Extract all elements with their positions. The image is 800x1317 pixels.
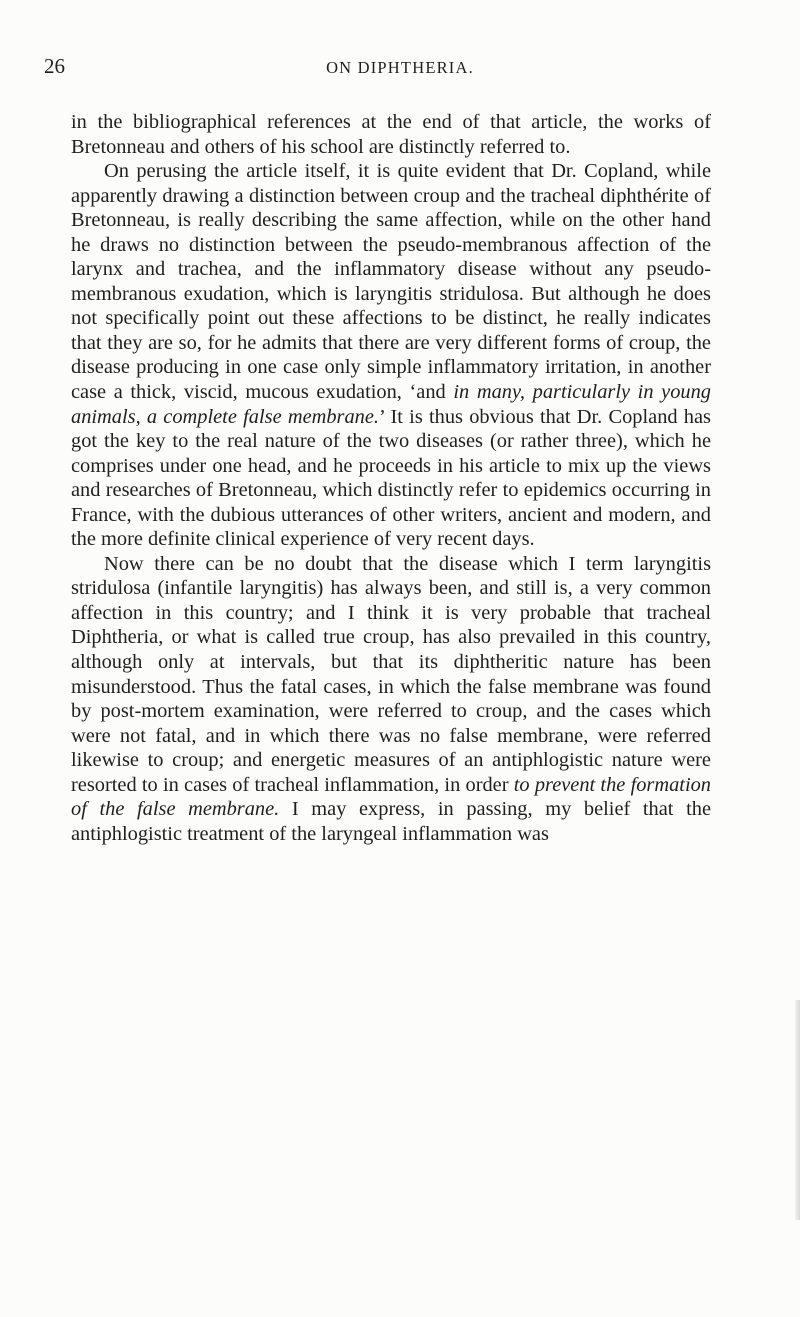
running-head: [44, 54, 756, 80]
paragraph-2: [71, 159, 711, 552]
italic-emphasis: to prevent the formation of the false membrane.: [71, 773, 712, 821]
page-edge-shadow: [795, 1000, 800, 1220]
page-number: 26: [44, 54, 65, 78]
text-segment: On perusing the article itself, it is quite evident that Dr. Copland, while apparently drawing a distinction between croup and the tracheal diphthérite of Bretonneau, is really describing the same affection, while on the other hand he draws no distinction between the pseudo-membranous affection of the larynx and trachea, and the inflammatory disease without any pseudo-membranous exudation, which is laryngitis stridulosa. But although he does not specifically point out these affections to be distinct, he really indicates that they are so, for he admits that there are very different forms of croup, the disease producing in one case only simple inflammatory irritation, in another case a thick, viscid, mucous exudation, ‘and: [71, 160, 711, 404]
paragraph-1: [71, 110, 711, 159]
header-title: ON DIPHTHERIA.: [326, 58, 474, 77]
body-text: [71, 110, 711, 846]
text-segment: in the bibliographical references at the end of that article, the works of Bretonneau and others of his school are distinctly referred to.: [71, 111, 711, 158]
text-segment: Now there can be no doubt that the disease which I term laryngitis stridulosa (infantile laryngitis) has always been, and still is, a very common affection in this country; and I think it is very probable that tracheal Diphtheria, or what is called true croup, has also prevailed in this country, although only at intervals, but that its diphtheritic nature has been misunderstood. Thus the fatal cases, in which the false membrane was found by post-mortem examination, were referred to croup, and the cases which were not fatal, and in which there was no false membrane, were referred likewise to croup; and energetic measures of an antiphlogistic nature were resorted to in cases of tracheal inflammation, in order: [71, 552, 711, 796]
text-segment: ’ It is thus obvious that Dr. Copland has got the key to the real nature of the two diseases (or rather three), which he comprises under one head, and he proceeds in his article to mix up the views and researches of Bretonneau, which distinctly refer to epidemics occurring in France, with the dubious utterances of other writers, ancient and modern, and the more definite clinical experience of very recent days.: [71, 405, 711, 551]
text-segment: I may express, in passing, my belief that the antiphlogistic treatment of the laryngeal inflammation was: [71, 798, 711, 845]
paragraph-3: [71, 552, 711, 847]
italic-quote: in many, particularly in young animals, a complete false membrane.: [71, 381, 711, 428]
